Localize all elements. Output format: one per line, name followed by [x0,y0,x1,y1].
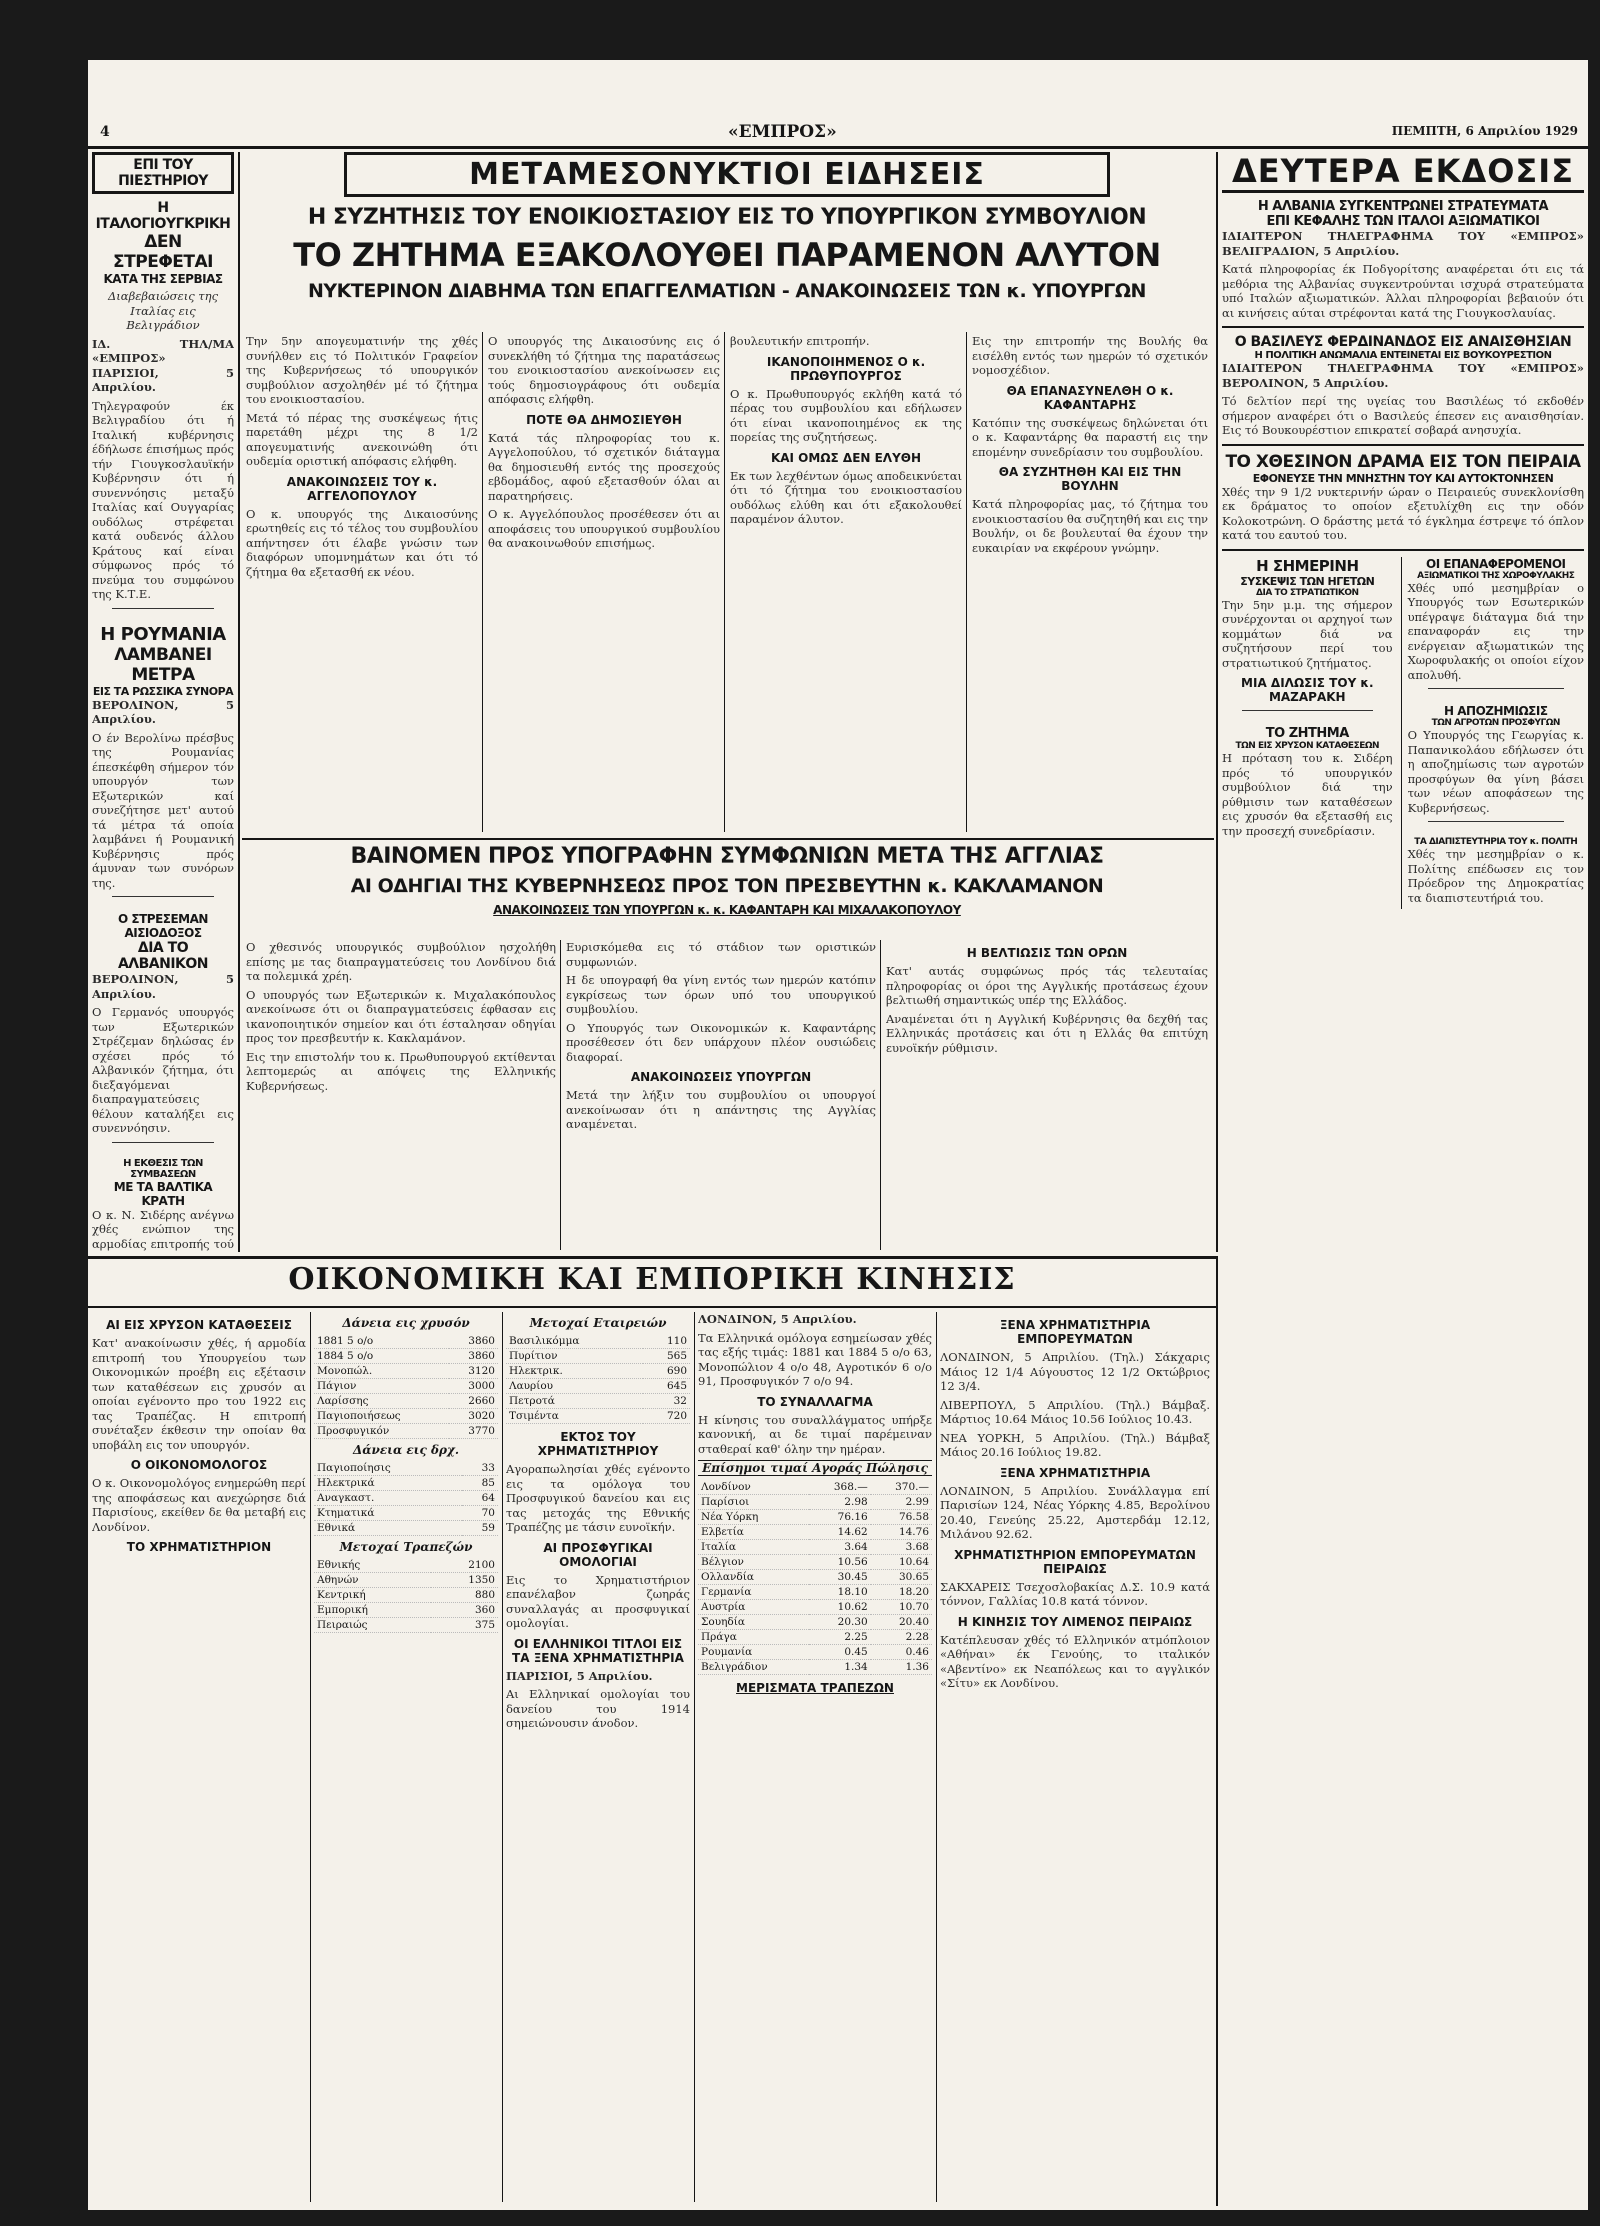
story-headline: ΔΙΑ ΤΟ ΣΤΡΑΤΙΩΤΙΚΟΝ [1256,587,1359,598]
column-rule [694,1312,695,2202]
story-headline: ΑΞΙΩΜΑΤΙΚΟΙ ΤΗΣ ΧΩΡΟΦΥΛΑΚΗΣ [1417,570,1575,581]
table-row [314,1476,498,1491]
table-cell-label: Πυρίτιον [506,1349,643,1364]
story-headline: ΜΕ ΤΑ ΒΑΛΤΙΚΑ ΚΡΑΤΗ [113,1179,213,1208]
dateline: ΛΟΝΔΙΝΟΝ, 5 Απριλίου. [698,1312,857,1326]
column-rule [1216,1256,1218,2206]
column-rule [482,332,483,832]
table-cell-value: 2660 [449,1394,498,1409]
shares-table [506,1334,690,1424]
column-rule [936,1312,937,2202]
divider [1222,326,1584,328]
table-row [698,1600,932,1615]
table-cell-value: 110 [643,1334,690,1349]
table-cell-value: 64 [462,1491,498,1506]
paragraph: ΝΕΑ ΥΟΡΚΗ, 5 Απριλίου. (Τηλ.) Βάμβαξ Μάιος 20.16 Ιούλιος 19.82. [940,1430,1210,1459]
paragraph: Εις την επιτροπήν της Βουλής θα εισέλθη εντός των ημερών τό σχετικόν νομοσχέδιον. [972,334,1208,377]
mid-headline: ΑΙ ΟΔΗΓΙΑΙ ΤΗΣ ΚΥΒΕΡΝΗΣΕΩΣ ΠΡΟΣ ΤΟΝ ΠΡΕΣΒΕΥΤΗΝ κ. ΚΑΚΛΑΜΑΝΟΝ [350,875,1104,897]
table-row [314,1364,498,1379]
center-banner: ΜΕΤΑΜΕΣΟΝΥΚΤΙΟΙ ΕΙΔΗΣΕΙΣ [469,157,985,192]
story-headline: Ο ΒΑΣΙΛΕΥΣ ΦΕΡΔΙΝΑΝΔΟΣ ΕΙΣ ΑΝΑΙΣΘΗΣΙΑΝ [1234,334,1572,350]
table-cell-label: Εμπορική [314,1603,431,1618]
finance-col-5 [940,1312,1210,2202]
table-cell-label: Λαυρίου [506,1379,643,1394]
table-row [314,1424,498,1439]
table-cell-label: Αθηνών [314,1573,431,1588]
table-title: Δάνεια εις χρυσόν [342,1316,470,1330]
subhead: ΑΝΑΚΟΙΝΩΣΕΙΣ ΥΠΟΥΡΓΩΝ [630,1070,812,1084]
table-cell-value: 0.46 [871,1645,932,1660]
paragraph: Μετά την λήξιν του συμβουλίου οι υπουργοί ανεκοίνωσαν ότι η απάντησις της Αγγλίας αναμένεται. [566,1088,876,1131]
exchange-table [698,1480,932,1675]
page-number: 4 [100,124,110,140]
table-cell-value: 360 [431,1603,498,1618]
story-headline: Ο ΣΤΡΕΣΕΜΑΝ ΑΙΣΙΟΔΟΞΟΣ [118,912,208,940]
paragraph: Κατ' ανακοίνωσιν χθές, ή αρμοδία επιτροπή του Υπουργείου των Οικονομικών προέβη εις εξέτασιν των καταθέσεων εις χρυσόν αι οποίαι εγένοντο προ του 1922 εις τας Τραπέζας. Η επιτροπή συνέταξεν έκθεσιν την οποίαν θα υποβάλη εις τον υπουργόν. [92,1336,306,1452]
table-row [698,1570,932,1585]
finance-col-3 [506,1312,690,2202]
subhead: ΞΕΝΑ ΧΡΗΜΑΤΙΣΤΗΡΙΑ ΕΜΠΟΡΕΥΜΑΤΩΝ [999,1318,1151,1346]
table-cell-label: Ρουμανία [698,1645,809,1660]
paragraph: Ο χθεσινός υπουργικός συμβούλιον ησχολήθη επίσης με τας διαπραγματεύσεις του Λονδίνου διά τα πολεμικά χρέη. [246,940,556,983]
section-rule [242,838,1214,840]
paragraph: Ο κ. Οικονομολόγος ενημερώθη περί της αποφάσεως και ανεχώρησε διά Παρισίους, εκείθεν δε θα μεταβή εις Λονδίνον. [92,1476,306,1534]
paragraph: ΛΟΝΔΙΝΟΝ, 5 Απριλίου. Συνάλλαγμα επί Παρισίων 124, Νέας Υόρκης 4.85, Βερολίνου 20.40, Γενεύης 25.22, Αμστερδάμ 12.12, Μιλάνου 92.62. [940,1483,1210,1541]
subhead: ΜΕΡΙΣΜΑΤΑ ΤΡΑΠΕΖΩΝ [736,1681,894,1695]
story-headline: Η ΣΗΜΕΡΙΝΗ [1256,556,1359,575]
table-cell-value: 70 [462,1506,498,1521]
finance-col-4 [698,1312,932,2202]
story-headline: Η ΠΟΛΙΤΙΚΗ ΑΝΩΜΑΛΙΑ ΕΝΤΕΙΝΕΤΑΙ ΕΙΣ ΒΟΥΚΟΥΡΕΣΤΙΟΝ [1254,350,1552,361]
running-header [88,118,1588,146]
table-row [314,1461,498,1476]
table-cell-label: Γερμανία [698,1585,809,1600]
subhead: ΧΡΗΜΑΤΙΣΤΗΡΙΟΝ ΕΜΠΟΡΕΥΜΑΤΩΝ ΠΕΙΡΑΙΩΣ [954,1547,1196,1576]
table-cell-value: 690 [643,1364,690,1379]
dateline: ΙΔΙΑΙΤΕΡΟΝ ΤΗΛΕΓΡΑΦΗΜΑ ΤΟΥ «ΕΜΠΡΟΣ» ΒΕΛΙΓΡΑΔΙΟΝ, 5 Απριλίου. [1222,229,1584,258]
table-cell-label: Αυστρία [698,1600,809,1615]
finance-banner: ΟΙΚΟΝΟΜΙΚΗ ΚΑΙ ΕΜΠΟΡΙΚΗ ΚΙΝΗΣΙΣ [288,1262,1016,1297]
table-row [314,1334,498,1349]
table-cell-value: 2.99 [871,1495,932,1510]
table-cell-value: 10.56 [809,1555,870,1570]
table-cell-value: 2.25 [809,1630,870,1645]
subhead: ΕΚΤΟΣ ΤΟΥ ΧΡΗΜΑΤΙΣΤΗΡΙΟΥ [537,1430,659,1458]
center-banner-box [344,152,1110,197]
sub-column [1401,557,1584,910]
paragraph: Η δε υπογραφή θα γίνη εντός των ημερών κατόπιν εγκρίσεως των όρων υπό του υπουργικού συμβουλίου. [566,973,876,1016]
paragraph: Η κίνησις του συναλλάγματος υπήρξε κανονική, αι δε τιμαί παρέμειναν σταθεραί καθ' όλην την ημέραν. [698,1412,932,1456]
main-headline: ΝΥΚΤΕΡΙΝΟΝ ΔΙΑΒΗΜΑ ΤΩΝ ΕΠΑΓΓΕΛΜΑΤΙΩΝ - ΑΝΑΚΟΙΝΩΣΕΙΣ ΤΩΝ κ. ΥΠΟΥΡΓΩΝ [308,280,1146,302]
paragraph: Ο υπουργός των Εξωτερικών κ. Μιχαλακόπουλος ανεκοίνωσε ότι οι διαπραγματεύσεις έφθασαν εις ικανοποιητικόν σημείον και ότι έσταλησαν οδηγίαι προς τον πρεσβευτήν κ. Κακλαμάνον. [246,987,556,1045]
table-cell-label: Εθνικά [314,1521,462,1536]
table-cell-value: 368.— [809,1480,870,1495]
table-cell-value: 32 [643,1394,690,1409]
paragraph: Αγοραπωλησίαι χθές εγένοντο εις τα ομόλογα του Προσφυγικού δανείου και εις τας μετοχάς της Εθνικής Τραπέζης με τάσιν ευνοϊκήν. [506,1462,690,1534]
paragraph: Ο κ. Αγγελόπουλος προσέθεσεν ότι αι αποφάσεις του υπουργικού συμβουλίου θα ανακοινωθούν επισήμως. [488,507,720,550]
main-headline: Η ΣΥΖΗΤΗΣΙΣ ΤΟΥ ΕΝΟΙΚΙΟΣΤΑΣΙΟΥ ΕΙΣ ΤΟ ΥΠΟΥΡΓΙΚΟΝ ΣΥΜΒΟΥΛΙΟΝ [307,205,1147,230]
table-cell-label: Προσφυγικόν [314,1424,449,1439]
subhead: ΤΟ ΧΡΗΜΑΤΙΣΤΗΡΙΟΝ [126,1540,272,1554]
column-rule [724,332,725,832]
table-row [698,1555,932,1570]
table-cell-value: 18.10 [809,1585,870,1600]
table-cell-label: Πετροτά [506,1394,643,1409]
table-row [698,1645,932,1660]
paragraph: Τα Ελληνικά ομόλογα εσημείωσαν χθές τας εξής τιμάς: 1881 και 1884 5 ο/ο 63, Μονοπώλιον 4 ο/ο 48, Αγροτικόν 6 ο/ο 91, Προσφυγικόν 7 ο/ο 94. [698,1330,932,1388]
table-cell-value: 20.30 [809,1615,870,1630]
table-title: Μετοχαί Τραπεζών [339,1540,473,1554]
table-cell-value: 645 [643,1379,690,1394]
table-row [314,1394,498,1409]
center-col-3 [730,334,962,834]
table-cell-label: Λονδίνον [698,1480,809,1495]
table-title: Δάνεια εις δρχ. [352,1443,460,1457]
sub-column [1222,557,1393,910]
table-cell-label: Πράγα [698,1630,809,1645]
paragraph: ΛΙΒΕΡΠΟΥΛ, 5 Απριλίου. (Τηλ.) Βάμβαξ. Μάρτιος 10.64 Μάιος 10.56 Ιούλιος 10.43. [940,1397,1210,1426]
table-cell-value: 14.62 [809,1525,870,1540]
table-cell-label: Ολλανδία [698,1570,809,1585]
main-headline: ΤΟ ΖΗΤΗΜΑ ΕΞΑΚΟΛΟΥΘΕΙ ΠΑΡΑΜΕΝΟΝ ΑΛΥΤΟΝ [293,236,1161,274]
table-row [314,1573,498,1588]
table-cell-value: 880 [431,1588,498,1603]
finance-col-1 [92,1312,306,2202]
divider [112,608,214,618]
mid-col-3 [886,940,1208,1250]
table-cell-label: Παγιοποιήσεως [314,1409,449,1424]
subhead: Η ΒΕΛΤΙΩΣΙΣ ΤΩΝ ΟΡΩΝ [966,946,1128,960]
table-cell-value: 3.68 [871,1540,932,1555]
section-banner: ΕΠΙ ΤΟΥ ΠΙΕΣΤΗΡΙΟΥ [118,157,208,189]
table-cell-value: 2100 [431,1558,498,1573]
table-row [506,1334,690,1349]
issue-date: ΠΕΜΠΤΗ, 6 Απριλίου 1929 [1391,124,1578,138]
table-row [314,1491,498,1506]
table-row [506,1349,690,1364]
subhead: ΠΟΤΕ ΘΑ ΔΗΜΟΣΙΕΥΘΗ [526,412,682,427]
paragraph: Ο κ. υπουργός της Δικαιοσύνης ερωτηθείς εις τό τέλος του συμβουλίου απήντησεν ότι έλαβε γνώσιν των διαφόρων υπομνημάτων και ότι τό ζήτημα θα εξετασθή εκ νέου. [246,506,478,579]
paragraph: ΛΟΝΔΙΝΟΝ, 5 Απριλίου. (Τηλ.) Σάκχαρις Μάιος 12 1/4 Αύγουστος 12 1/2 Οκτώβριος 12 3/4. [940,1350,1210,1393]
table-cell-value: 1.36 [871,1660,932,1675]
loans2-table [314,1461,498,1536]
story-headline: ΕΦΟΝΕΥΣΕ ΤΗΝ ΜΝΗΣΤΗΝ ΤΟΥ ΚΑΙ ΑΥΤΟΚΤΟΝΗΣΕΝ [1252,471,1554,485]
table-cell-label: Ιταλία [698,1540,809,1555]
table-cell-label: Βέλγιον [698,1555,809,1570]
table-cell-label: Αναγκαστ. [314,1491,462,1506]
table-row [698,1510,932,1525]
paragraph: Ευρισκόμεθα εις τό στάδιον των οριστικών συμφωνιών. [566,940,876,969]
table-cell-value: 3860 [449,1349,498,1364]
column-rule [502,1312,503,2202]
story-deck: Διαβεβαιώσεις της Ιταλίας εις Βελιγράδιον [107,289,219,332]
paragraph: Εις την επιστολήν του κ. Πρωθυπουργού εκτίθενται λεπτομερώς αι απόψεις της Ελληνικής Κυβερνήσεως. [246,1049,556,1093]
table-cell-value: 0.45 [809,1645,870,1660]
paragraph: Αι Ελληνικαί ομολογίαι του δανείου του 1914 σημειώνουσιν άνοδον. [506,1687,690,1730]
finance-banner-box [88,1262,1216,1302]
divider [1428,821,1564,831]
table-row [698,1495,932,1510]
table-row [506,1409,690,1424]
divider [1222,549,1584,551]
subhead: ΘΑ ΣΥΖΗΤΗΘΗ ΚΑΙ ΕΙΣ ΤΗΝ ΒΟΥΛΗΝ [998,465,1182,493]
table-row [314,1603,498,1618]
table-row [698,1540,932,1555]
story-headline: ΛΑΜΒΑΝΕΙ ΜΕΤΡΑ [114,644,212,685]
table-cell-value: 3860 [449,1334,498,1349]
paragraph: Κατά τάς πληροφορίας του κ. Αγγελοπούλου, τό σχετικόν διάταγμα θα δημοσιευθή εντός της προσεχούς εβδομάδος, αφού εξετασθούν όλαι αι παρατηρήσεις. [488,430,720,503]
mid-headline: ΒΑΙΝΟΜΕΝ ΠΡΟΣ ΥΠΟΓΡΑΦΗΝ ΣΥΜΦΩΝΙΩΝ ΜΕΤΑ ΤΗΣ ΑΓΓΛΙΑΣ [350,844,1104,869]
table-row [314,1588,498,1603]
table-cell-label: 1884 5 ο/ο [314,1349,449,1364]
mid-headline: ΑΝΑΚΟΙΝΩΣΕΙΣ ΤΩΝ ΥΠΟΥΡΓΩΝ κ. κ. ΚΑΦΑΝΤΑΡΗ ΚΑΙ ΜΙΧΑΛΑΚΟΠΟΥΛΟΥ [493,903,961,917]
center-mid-heads [244,844,1210,936]
table-cell-value: 14.76 [871,1525,932,1540]
table-row [506,1394,690,1409]
column-rule [966,332,967,832]
story-body: Ο Υπουργός της Γεωργίας κ. Παπανικολάου εδήλωσεν ότι η αποζημίωσις των αγροτών προσφύγων θα γίνη βάσει των νέων αποφάσεων της Κυβερνήσεως. [1407,728,1584,815]
mid-col-2 [566,940,876,1250]
paragraph: Ο Υπουργός των Οικονομικών κ. Καφαντάρης προσέθεσεν ότι δεν υπάρχουν πλέον ουσιώδεις διαφοραί. [566,1020,876,1064]
table-cell-value: 3020 [449,1409,498,1424]
table-cell-value: 76.16 [809,1510,870,1525]
paragraph: Την 5ην απογευματινήν της χθές συνήλθεν εις τό Πολιτικόν Γραφείον της Κυβερνήσεως τό υπουργικόν συμβούλιον ασχοληθέν μέ τό ζήτημα του ενοικιοστασίου. [246,334,478,406]
loans-table [314,1334,498,1439]
story-headline: ΕΠΙ ΚΕΦΑΛΗΣ ΤΩΝ ΙΤΑΛΟΙ ΑΞΙΩΜΑΤΙΚΟΙ [1266,214,1540,229]
subhead: ΞΕΝΑ ΧΡΗΜΑΤΙΣΤΗΡΙΑ [999,1465,1151,1480]
paragraph: βουλευτικήν επιτροπήν. [730,334,870,348]
left-column [92,152,234,1252]
center-col-4 [972,334,1208,834]
column-rule [560,940,561,1250]
table-title: Μετοχαί Εταιρειών [529,1316,667,1330]
table-cell-label: Τσιμέντα [506,1409,643,1424]
table-cell-label: Πειραιώς [314,1618,431,1633]
table-row [314,1409,498,1424]
table-row [506,1364,690,1379]
table-cell-label: Λαρίσσης [314,1394,449,1409]
table-cell-value: 2.28 [871,1630,932,1645]
story-headline: ΣΥΣΚΕΨΙΣ ΤΩΝ ΗΓΕΤΩΝ [1240,574,1375,588]
story-body: Χθές υπό μεσημβρίαν ο Υπουργός των Εσωτερικών υπέγραψε διάταγμα διά την επαναφοράν εις την ενέργειαν αξιωματικών της Χωροφυλακής οι οποίοι είχον απολυθή. [1407,580,1584,682]
subhead: Η ΚΙΝΗΣΙΣ ΤΟΥ ΛΙΜΕΝΟΣ ΠΕΙΡΑΙΩΣ [957,1614,1193,1629]
table-cell-value: 720 [643,1409,690,1424]
dateline: ΒΕΡΟΛΙΝΟΝ, 5 Απριλίου. [92,697,234,726]
table-row [314,1521,498,1536]
paragraph: Ο υπουργός της Δικαιοσύνης εις ό συνεκλήθη τό ζήτημα της παρατάσεως του ενοικιοστασίου ανεκοίνωσεν εις τούς δημοσιογράφους ότι ουδεμία απόφασις ελήφθη. [488,334,720,406]
table-cell-label: Εθνικής [314,1558,431,1573]
finance-rule [88,1256,1218,1259]
table-cell-label: Παρίσιοι [698,1495,809,1510]
story-headline: Η ΑΠΟΖΗΜΙΩΣΙΣ [1444,704,1548,718]
table-cell-value: 2.98 [809,1495,870,1510]
table-row [314,1379,498,1394]
table-cell-value: 76.58 [871,1510,932,1525]
table-cell-value: 10.62 [809,1600,870,1615]
table-cell-label: Πάγιον [314,1379,449,1394]
table-cell-value: 375 [431,1618,498,1633]
subhead: ΜΙΑ ΔΙΛΩΣΙΣ ΤΟΥ κ. ΜΑΖΑΡΑΚΗ [1241,676,1374,704]
table-cell-label: Βελιγράδιον [698,1660,809,1675]
banks-table [314,1558,498,1633]
divider [112,896,214,906]
table-cell-value: 10.70 [871,1600,932,1615]
divider [1242,710,1373,720]
table-row [698,1480,932,1495]
story-body: Η πρόταση του κ. Σιδέρη πρός τό υπουργικόν συμβούλιον διά την ρύθμισιν των καταθέσεων εις χρυσόν θα εξετασθή εις την προσεχή συνεδρίασιν. [1222,751,1393,838]
table-cell-label: Σουηδία [698,1615,809,1630]
table-cell-label: Βασιλικόμμα [506,1334,643,1349]
story-body: Ο Γερμανός υπουργός των Εξωτερικών Στρέζεμαν δηλώσας έν σχέσει πρός τό Αλβανικόν ζήτημα, ότι διεξαγόμεναι διαπραγματεύσεις θέλουν καταλήξει εις συνεννόησιν. [92,1005,234,1135]
subhead: ΑΙ ΠΡΟΣΦΥΓΙΚΑΙ ΟΜΟΛΟΓΙΑΙ [543,1540,653,1569]
table-row [506,1379,690,1394]
dateline: ΒΕΡΟΛΙΝΟΝ, 5 Απριλίου. [92,972,234,1001]
table-row [698,1630,932,1645]
finance-rule [88,1306,1218,1308]
table-cell-label: Ηλεκτρικ. [506,1364,643,1379]
table-cell-value: 3.64 [809,1540,870,1555]
paragraph: Ο κ. Πρωθυπουργός εκλήθη κατά τό πέρας του συμβουλίου και εδήλωσεν ότι είναι ικανοποιημένος εκ της πορείας της συζητήσεως. [730,386,962,444]
mid-col-1 [246,940,556,1250]
divider [1222,444,1584,446]
story-headline: ΤΩΝ ΕΙΣ ΧΡΥΣΟΝ ΚΑΤΑΘΕΣΕΩΝ [1235,741,1380,751]
story-body: Την 5ην μ.μ. της σήμερον συνέρχονται οι αρχηγοί των κομμάτων διά να συζητήσουν περί του στρατιωτικού ζητήματος. [1222,597,1393,670]
table-cell-label: Νέα Υόρκη [698,1510,809,1525]
table-cell-value: 10.64 [871,1555,932,1570]
divider [112,1142,214,1152]
table-row [698,1585,932,1600]
story-headline: ΚΑΤΑ ΤΗΣ ΣΕΡΒΙΑΣ [103,272,223,286]
table-cell-value: 3770 [449,1424,498,1439]
table-cell-value: 20.40 [871,1615,932,1630]
table-row [314,1618,498,1633]
story-headline: ΟΙ ΕΠΑΝΑΦΕΡΟΜΕΝΟΙ [1426,556,1566,571]
table-cell-value: 370.— [871,1480,932,1495]
story-body: Χθές την 9 1/2 νυκτερινήν ώραν ο Πειραιεύς συνεκλονίσθη εκ δράματος το οποίον εξετυλίχθη εις την οδόν Κολοκοτρώνη. Ο δράστης μετά τό έγκλημα έστρεψε τό όπλον κατά του εαυτού του. [1222,484,1584,542]
newspaper-page [88,60,1588,2210]
subhead: ΟΙ ΕΛΛΗΝΙΚΟΙ ΤΙΤΛΟΙ ΕΙΣ ΤΑ ΞΕΝΑ ΧΡΗΜΑΤΙΣΤΗΡΙΑ [512,1636,684,1665]
subhead: ΤΟ ΣΥΝΑΛΛΑΓΜΑ [757,1394,873,1409]
subhead: ΑΙ ΕΙΣ ΧΡΥΣΟΝ ΚΑΤΑΘΕΣΕΙΣ [106,1318,292,1332]
story-body: Τηλεγραφούν έκ Βελιγραδίου ότι ή Ιταλική κυβέρνησις έδήλωσε έπισήμως πρός τήν Γιουγκοσλαυϊκήν Κυβέρνησιν ότι ή συνεννόησις μεταξύ Ιταλίας καί Ουγγαρίας ουδόλως στρέφεται κατά ουδενός άλλου Κράτους καί είναι σύμφωνος πρός τό πνεύμα του συμφώνου της Κ.Τ.Ε. [92,398,234,601]
story-headline: ΤΟ ΖΗΤΗΜΑ [1265,726,1349,741]
story-body: Τό δελτίον περί της υγείας του Βασιλέως τό εκδοθέν σήμερον αναφέρει ότι ο Βασιλεύς έπεσεν εις αναισθησίαν. Εις τό Βουκουρέστιον επικρατεί σοβαρά ανησυχία. [1222,394,1584,437]
story-headline: ΔΙΑ ΤΟ ΑΛΒΑΝΙΚΟΝ [117,940,209,972]
story-headline: ΤΑ ΔΙΑΠΙΣΤΕΥΤΗΡΙΑ ΤΟΥ κ. ΠΟΛΙΤΗ [1414,837,1578,847]
subhead: ΙΚΑΝΟΠΟΙΗΜΕΝΟΣ Ο κ. ΠΡΩΘΥΠΟΥΡΓΟΣ [766,354,926,383]
table-row [314,1349,498,1364]
story-headline: Η ΙΤΑΛΟΓΙΟΥΓΚΡΙΚΗ [95,200,231,232]
subhead: ΑΝΑΚΟΙΝΩΣΕΙΣ ΤΟΥ κ. ΑΓΓΕΛΟΠΟΥΛΟΥ [286,474,438,503]
table-title: Επίσημοι τιμαί Αγοράς Πώλησις [698,1460,932,1476]
story-body: Ο έν Βερολίνω πρέσβυς της Ρουμανίας έπεσκέφθη σήμερον τόν υπουργόν των Εξωτερικών καί συνεζήτησε μετ' αυτού τά μέτρα τά οποία λαμβάνει ή Ρουμανική Κυβέρνησις πρός άμυναν των συνόρων της. [92,730,234,890]
table-cell-value: 30.45 [809,1570,870,1585]
paragraph: Κατέπλευσαν χθές τό Ελληνικόν ατμόπλοιον «Αθήναι» έκ Γενούης, το ιταλικόν «Αβεντίνο» εκ Νεαπόλεως και το αγγλικόν «Σίτυ» εκ Λονδίνου. [940,1632,1210,1690]
table-cell-label: 1881 5 ο/ο [314,1334,449,1349]
paragraph: Εκ των λεχθέντων όμως αποδεικνύεται ότι τό ζήτημα του ενοικιοστασίου ουδόλως ελύθη και ότι εξακολουθεί παραμένον άλυτον. [730,468,962,526]
table-cell-value: 1.34 [809,1660,870,1675]
story-headline: Η ΑΛΒΑΝΙΑ ΣΥΓΚΕΝΤΡΩΝΕΙ ΣΤΡΑΤΕΥΜΑΤΑ [1257,199,1549,214]
table-cell-label: Μονοπώλ. [314,1364,449,1379]
subhead: ΚΑΙ ΟΜΩΣ ΔΕΝ ΕΛΥΘΗ [770,450,922,465]
story-headline: ΤΟ ΧΘΕΣΙΝΟΝ ΔΡΑΜΑ ΕΙΣ ΤΟΝ ΠΕΙΡΑΙΑ [1225,451,1581,472]
column-rule [238,152,240,1252]
table-cell-label: Κεντρική [314,1588,431,1603]
table-cell-label: Ελβετία [698,1525,809,1540]
dateline: ΙΔ. ΤΗΛ/ΜΑ «ΕΜΠΡΟΣ» ΠΑΡΙΣΙΟΙ, 5 Απριλίου. [92,336,234,394]
table-cell-value: 33 [462,1461,498,1476]
center-col-2 [488,334,720,834]
table-row [698,1615,932,1630]
dateline: ΙΔΙΑΙΤΕΡΟΝ ΤΗΛΕΓΡΑΦΗΜΑ ΤΟΥ «ΕΜΠΡΟΣ» ΒΕΡΟΛΙΝΟΝ, 5 Απριλίου. [1222,361,1584,390]
table-cell-value: 85 [462,1476,498,1491]
table-cell-label: Κτηματικά [314,1506,462,1521]
table-cell-label: Ηλεκτρικά [314,1476,462,1491]
finance-col-2 [314,1312,498,2202]
right-banner: ΔΕΥΤΕΡΑ ΕΚΔΟΣΙΣ [1222,152,1584,193]
table-row [314,1558,498,1573]
paragraph: Αναμένεται ότι η Αγγλική Κυβέρνησις θα δεχθή τας Ελληνικάς προτάσεις και ότι η Ελλάς θα επιτύχη ευνοϊκήν ρύθμισιν. [886,1011,1208,1055]
paper-name: «ΕΜΠΡΟΣ» [728,122,837,142]
table-cell-label: Παγιοποίησις [314,1461,462,1476]
table-cell-value: 565 [643,1349,690,1364]
header-rule [88,146,1588,149]
story-body: Ο κ. Ν. Σιδέρης ανέγνω χθές ενώπιον της αρμοδίας επιτροπής τού [92,1207,234,1251]
column-rule [880,940,881,1250]
two-col-block [1222,557,1584,910]
story-headline: Η ΡΟΥΜΑΝΙΑ [100,623,226,645]
table-cell-value: 18.20 [871,1585,932,1600]
paragraph: Μετά τό πέρας της συσκέψεως ήτις παρετάθη μέχρι της 8 1/2 απογευματινής ανεκοινώθη ότι ουδεμία οριστική απόφασις ελήφθη. [246,410,478,468]
subhead: ΘΑ ΕΠΑΝΑΣΥΝΕΛΘΗ Ο κ. ΚΑΦΑΝΤΑΡΗΣ [1006,383,1174,412]
paragraph: ΣΑΚΧΑΡΕΙΣ Τσεχοσλοβακίας Δ.Σ. 10.9 κατά τόννον, Γαλλίας 10.8 κατά τόννον. [940,1579,1210,1608]
column-rule [310,1312,311,2202]
story-headline: ΔΕΝ ΣΤΡΕΦΕΤΑΙ [113,232,213,272]
paragraph: Κατ' αυτάς συμφώνως πρός τάς τελευταίας πληροφορίας οι όροι της Αγγλικής προτάσεως έχουν βελτιωθή σημαντικώς υπέρ της Ελλάδος. [886,964,1208,1007]
story-headline: ΕΙΣ ΤΑ ΡΩΣΣΙΚΑ ΣΥΝΟΡΑ [92,684,234,698]
story-body: Κατά πληροφορίας έκ Ποδγορίτσης αναφέρεται ότι εις τά μεθόρια της Αλβανίας συγκεντρούνται ισχυρά στρατεύματα υπό Ιταλών αξιωματικών. Άλλαι πληροφορίαι βεβαιούν ότι αι κινήσεις αύται στρέφονται κατά της Γιουγκοσλαυίας. [1222,262,1584,320]
table-row [698,1660,932,1675]
section-banner-box [92,152,234,194]
dateline: ΠΑΡΙΣΙΟΙ, 5 Απριλίου. [506,1668,653,1683]
table-cell-value: 59 [462,1521,498,1536]
center-heads [244,152,1210,328]
center-col-1 [246,334,478,834]
story-headline: Η ΕΚΘΕΣΙΣ ΤΩΝ ΣΥΜΒΑΣΕΩΝ [123,1157,203,1180]
table-row [698,1525,932,1540]
table-cell-value: 1350 [431,1573,498,1588]
story-headline: ΤΩΝ ΑΓΡΟΤΩΝ ΠΡΟΣΦΥΓΩΝ [1431,718,1560,728]
divider [1428,688,1564,698]
table-row [314,1506,498,1521]
subhead: Ο ΟΙΚΟΝΟΜΟΛΟΓΟΣ [130,1458,268,1472]
story-body: Χθές την μεσημβρίαν ο κ. Πολίτης επέδωσεν εις τον Πρόεδρον της Δημοκρατίας τα διαπιστευτήριά του. [1407,847,1584,905]
column-rule [1216,152,1218,1252]
right-column [1222,152,1584,2202]
table-cell-value: 3120 [449,1364,498,1379]
paragraph: Κατά πληροφορίας μας, τό ζήτημα του ενοικιοστασίου θα συζητηθή και εις την Βουλήν, οι δε βουλευταί θα έχουν την ευκαιρίαν να εκφέρουν γνώμην. [972,497,1208,555]
table-cell-value: 30.65 [871,1570,932,1585]
paragraph: Κατόπιν της συσκέψεως δηλώνεται ότι ο κ. Καφαντάρης θα παραστή εις την επομένην συνεδρίασιν του συμβουλίου. [972,415,1208,459]
paragraph: Εις το Χρηματιστήριον επανέλαβον ζωηράς συναλλαγάς αι προσφυγικαί ομολογίαι. [506,1572,690,1630]
table-cell-value: 3000 [449,1379,498,1394]
